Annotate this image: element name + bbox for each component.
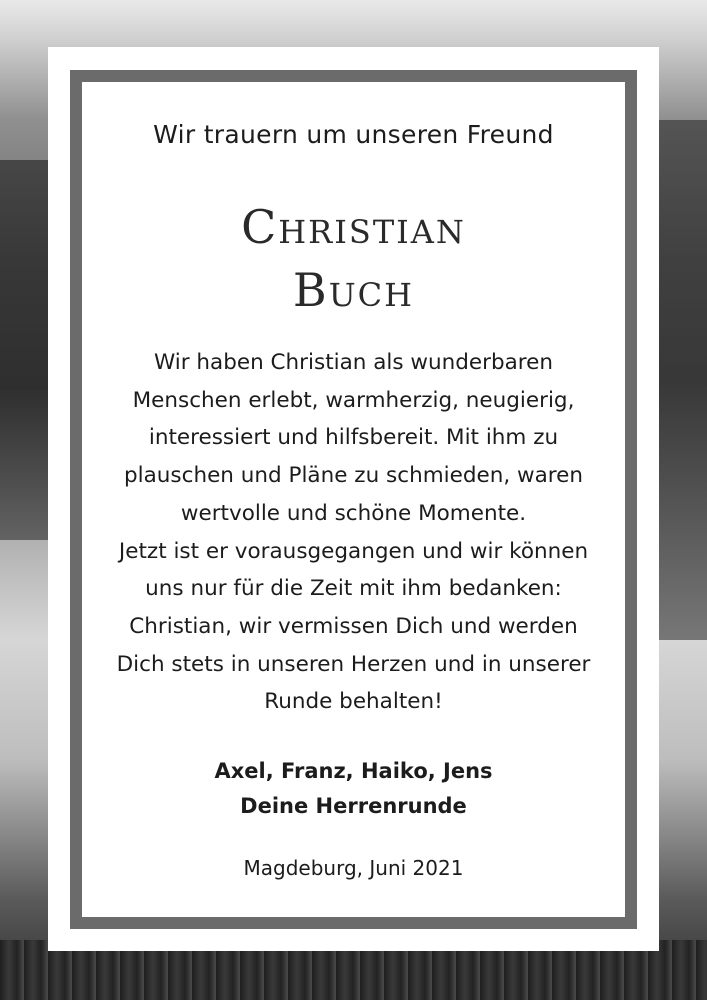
place-and-date: Magdeburg, Juni 2021 — [243, 856, 464, 880]
deceased-first-name: Christian — [241, 200, 466, 254]
signer-group: Deine Herrenrunde — [240, 794, 467, 818]
tribute-line: interessiert und hilfsbereit. Mit ihm zu — [148, 425, 559, 451]
deceased-last-name: Buch — [292, 263, 415, 317]
tribute-line: plauschen und Pläne zu schmieden, waren — [124, 463, 583, 489]
tribute-line: Runde behalten! — [264, 689, 443, 715]
tribute-text — [82, 344, 625, 721]
intro-text: Wir trauern um unseren Freund — [153, 120, 554, 149]
signature-block — [82, 754, 625, 824]
tribute-line: Dich stets in unseren Herzen und in unserer — [116, 651, 591, 677]
tribute-line: Jetzt ist er vorausgegangen und wir können — [118, 538, 589, 564]
notice-content — [82, 82, 625, 917]
tribute-line: Menschen erlebt, warmherzig, neugierig, — [132, 387, 575, 413]
signer-names: Axel, Franz, Haiko, Jens — [214, 759, 493, 783]
tribute-line: uns nur für die Zeit mit ihm bedanken: — [145, 576, 562, 602]
tribute-line: wertvolle und schöne Momente. — [180, 500, 527, 526]
tribute-line: Christian, wir vermissen Dich und werden — [129, 613, 578, 639]
tribute-line: Wir haben Christian als wunderbaren — [153, 350, 554, 375]
